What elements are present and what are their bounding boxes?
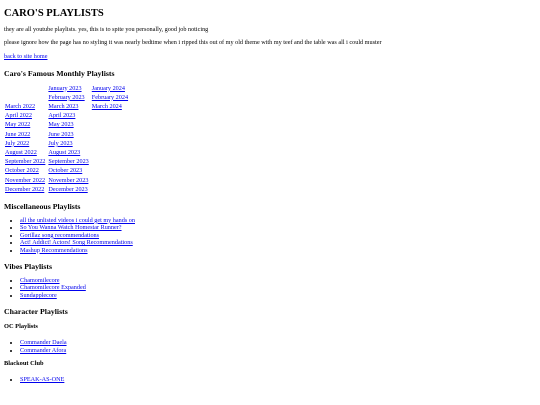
table-row	[4, 166, 130, 175]
table-cell	[91, 111, 130, 120]
table-cell	[47, 139, 90, 148]
table-row	[4, 157, 130, 166]
table-row	[4, 185, 130, 194]
monthly-playlist-link[interactable]: September 2022	[5, 158, 46, 166]
table-row	[4, 93, 130, 102]
list-item	[20, 376, 536, 384]
table-cell	[4, 185, 47, 194]
table-cell	[4, 157, 47, 166]
monthly-playlist-link[interactable]: November 2022	[5, 176, 46, 184]
list-item	[20, 232, 536, 240]
playlist-link-chamomilecore[interactable]: Chamomilecore	[20, 276, 60, 284]
monthly-playlists-table	[4, 84, 130, 194]
table-row	[4, 102, 130, 111]
table-cell	[91, 185, 130, 194]
monthly-playlist-link[interactable]: August 2022	[5, 148, 37, 156]
table-cell	[91, 148, 130, 157]
playlist-link-chamomilecore-expanded[interactable]: Chamomilecore Expanded	[20, 284, 86, 292]
table-cell	[91, 93, 130, 102]
playlist-link-mashup[interactable]: Mashup Recommendations	[20, 246, 88, 254]
monthly-playlist-link[interactable]: July 2022	[5, 139, 30, 147]
monthly-playlist-link[interactable]: October 2023	[48, 167, 83, 175]
table-cell	[91, 84, 130, 93]
blackout-club-heading: Blackout Club	[4, 360, 44, 368]
table-cell	[47, 157, 90, 166]
list-item	[20, 247, 536, 255]
character-playlists-heading: Character Playlists	[4, 307, 68, 317]
table-cell	[4, 166, 47, 175]
misc-playlist-list	[4, 217, 536, 255]
table-cell	[4, 120, 47, 129]
table-row	[4, 120, 130, 129]
table-cell	[4, 148, 47, 157]
table-cell	[91, 130, 130, 139]
table-cell	[4, 130, 47, 139]
playlist-link-unlisted-videos[interactable]: all the unlisted videos i could get my hands on	[20, 216, 135, 224]
back-to-site-home-link[interactable]: back to site home	[4, 53, 48, 61]
monthly-playlist-link[interactable]: July 2023	[48, 139, 73, 147]
monthly-playlist-link[interactable]: December 2023	[48, 185, 88, 193]
list-item	[20, 292, 536, 300]
table-cell	[47, 176, 90, 185]
list-item	[20, 224, 536, 232]
back-link-paragraph	[4, 53, 536, 61]
intro-note: please ignore how the page has no styling it was nearly bedtime when i ripped this out of my old theme with my teef and the table was all i could muster	[4, 39, 382, 47]
playlist-link-commander-daela[interactable]: Commander Daela	[20, 339, 67, 347]
table-cell	[4, 176, 47, 185]
table-cell	[47, 120, 90, 129]
monthly-playlist-link[interactable]: November 2023	[48, 176, 89, 184]
playlist-link-sundapplecore[interactable]: Sundapplecore	[20, 291, 57, 299]
table-cell	[47, 111, 90, 120]
monthly-playlist-link[interactable]: February 2024	[91, 93, 129, 101]
list-item	[20, 217, 536, 225]
monthly-playlist-link[interactable]: January 2023	[48, 84, 82, 92]
table-cell	[47, 130, 90, 139]
blackout-club-list	[4, 376, 536, 384]
list-item	[20, 347, 536, 355]
list-item	[20, 239, 536, 247]
table-cell	[47, 185, 90, 194]
monthly-playlist-link[interactable]: September 2023	[48, 158, 89, 166]
table-cell	[4, 111, 47, 120]
table-row	[4, 84, 130, 93]
table-cell	[4, 139, 47, 148]
playlist-link-homestar-runner[interactable]: So You Wanna Watch Homestar Runner?	[20, 224, 122, 232]
table-cell	[47, 93, 90, 102]
monthly-table-body	[4, 84, 130, 194]
misc-playlists-heading: Miscellaneous Playlists	[4, 201, 81, 211]
table-row	[4, 148, 130, 157]
intro-text: they are all youtube playlists. yes, this is to spite you personally, good job noticing	[4, 25, 209, 33]
monthly-playlist-link[interactable]: February 2023	[48, 93, 85, 101]
oc-playlist-list	[4, 339, 536, 354]
monthly-playlist-link[interactable]: August 2023	[48, 148, 81, 156]
monthly-playlist-link[interactable]: May 2022	[5, 121, 31, 129]
table-cell	[91, 166, 130, 175]
table-cell	[47, 148, 90, 157]
table-cell	[47, 166, 90, 175]
monthly-playlist-link[interactable]: January 2024	[91, 84, 125, 92]
monthly-playlist-link[interactable]: June 2023	[48, 130, 74, 138]
playlist-link-gorillaz[interactable]: Gorillaz song recommendations	[20, 231, 100, 239]
monthly-playlist-link[interactable]: March 2024	[91, 102, 122, 110]
table-cell	[91, 139, 130, 148]
playlist-link-commander-afora[interactable]: Commander Afora	[20, 346, 67, 354]
table-cell	[91, 120, 130, 129]
table-cell	[91, 102, 130, 111]
table-cell	[91, 157, 130, 166]
monthly-playlist-link[interactable]: October 2022	[5, 167, 39, 175]
list-item	[20, 284, 536, 292]
table-cell	[91, 176, 130, 185]
table-cell	[4, 93, 47, 102]
monthly-playlist-link[interactable]: March 2023	[48, 102, 79, 110]
list-item	[20, 339, 536, 347]
table-cell	[4, 102, 47, 111]
monthly-playlist-link[interactable]: April 2023	[48, 112, 76, 120]
page-title: CARO'S PLAYLISTS	[4, 8, 104, 19]
monthly-playlist-link[interactable]: April 2022	[5, 112, 32, 120]
table-row	[4, 111, 130, 120]
table-row	[4, 139, 130, 148]
list-item	[20, 277, 536, 285]
oc-playlists-heading: OC Playlists	[4, 323, 38, 331]
table-cell	[4, 84, 47, 93]
table-cell	[47, 84, 90, 93]
playlist-link-speak-as-one[interactable]: SPEAK-AS-ONE	[20, 376, 65, 384]
table-row	[4, 130, 130, 139]
monthly-playlist-link[interactable]: June 2022	[5, 130, 31, 138]
table-cell	[47, 102, 90, 111]
vibes-playlists-heading: Vibes Playlists	[4, 262, 53, 272]
table-row	[4, 176, 130, 185]
monthly-playlist-link[interactable]: March 2022	[5, 102, 36, 110]
monthly-playlists-heading: Caro's Famous Monthly Playlists	[4, 68, 115, 78]
monthly-playlist-link[interactable]: May 2023	[48, 121, 74, 129]
vibes-playlist-list	[4, 277, 536, 300]
monthly-playlist-link[interactable]: December 2022	[5, 185, 45, 193]
playlist-link-act-addict-actors[interactable]: Act! Addict! Actors! Song Recommendations	[20, 239, 133, 247]
